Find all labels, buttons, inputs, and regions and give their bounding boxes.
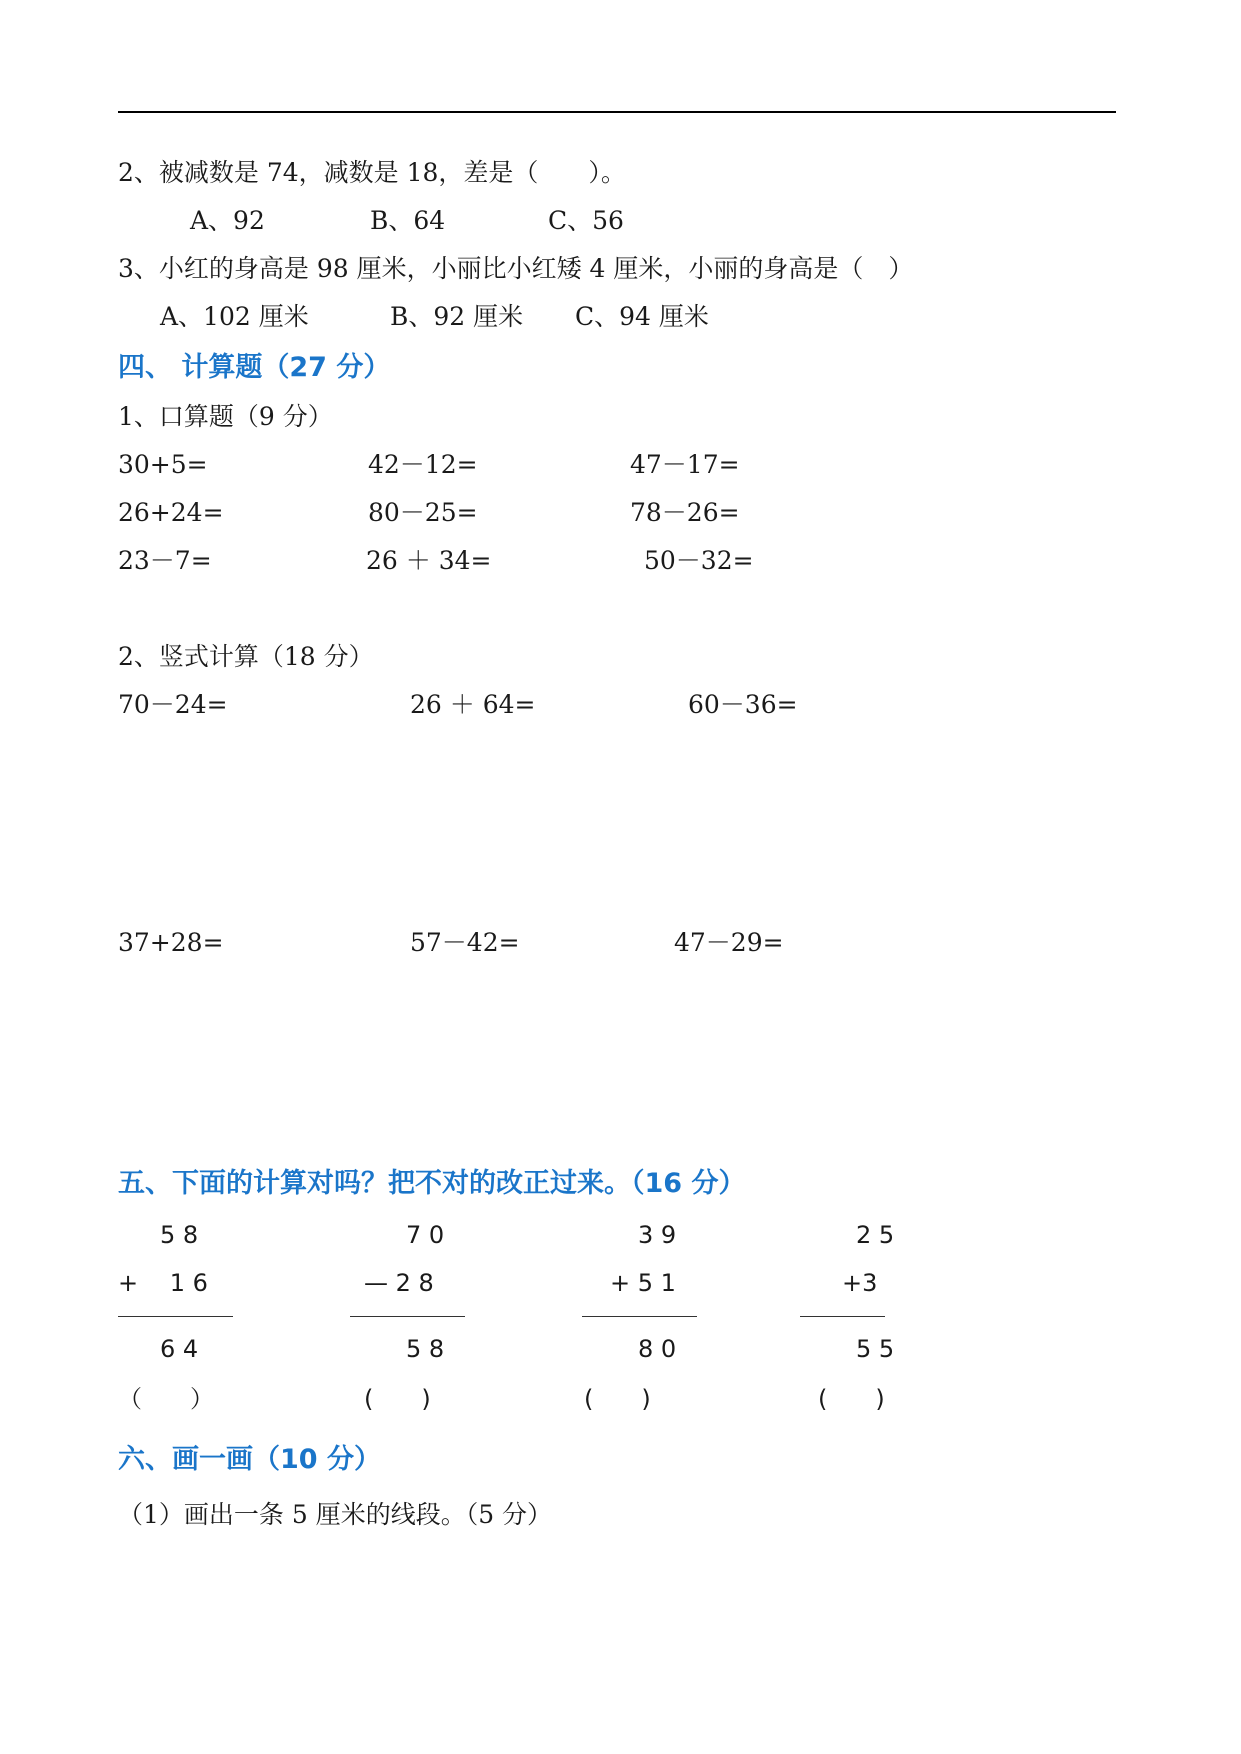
- problem-result: 5 8: [406, 1335, 445, 1363]
- problem-top-number: 2 5: [856, 1221, 895, 1249]
- oral-item: 47－17=: [630, 450, 740, 479]
- problem-result: 6 4: [160, 1335, 199, 1363]
- problem-operand: — 2 8: [364, 1269, 434, 1297]
- answer-blank[interactable]: ( ): [818, 1385, 885, 1413]
- problem-result: 8 0: [638, 1335, 677, 1363]
- option-b: B、92 厘米: [390, 302, 524, 331]
- vertical-item: 60－36=: [688, 690, 798, 719]
- sum-line: [350, 1316, 465, 1317]
- problem-operand: + 1 6: [118, 1269, 208, 1297]
- question-2: 2、被减数是 74，减数是 18，差是（ ）。: [118, 158, 626, 187]
- vertical-item: 47－29=: [674, 928, 784, 957]
- section-4-title: 四、 计算题（27 分）: [118, 352, 391, 383]
- problem-top-number: 5 8: [160, 1221, 199, 1249]
- section-5-title: 五、下面的计算对吗？把不对的改正过来。（16 分）: [118, 1168, 746, 1199]
- oral-item: 78－26=: [630, 498, 740, 527]
- option-a: A、92: [190, 206, 265, 235]
- option-b: B、64: [370, 206, 446, 235]
- oral-item: 26+24=: [118, 498, 224, 527]
- option-c: C、94 厘米: [575, 302, 709, 331]
- answer-blank[interactable]: （ ）: [118, 1385, 214, 1413]
- oral-title: 1、口算题（9 分）: [118, 402, 333, 431]
- answer-blank[interactable]: ( ): [584, 1385, 651, 1413]
- answer-blank[interactable]: ( ): [364, 1385, 431, 1413]
- oral-item: 23－7=: [118, 546, 212, 575]
- option-c: C、56: [548, 206, 624, 235]
- vertical-item: 37+28=: [118, 928, 224, 957]
- option-a: A、102 厘米: [160, 302, 309, 331]
- problem-operand: + 5 1: [610, 1269, 676, 1297]
- oral-item: 80－25=: [368, 498, 478, 527]
- oral-item: 30+5=: [118, 450, 208, 479]
- problem-top-number: 3 9: [638, 1221, 677, 1249]
- problem-result: 5 5: [856, 1335, 895, 1363]
- vertical-title: 2、竖式计算（18 分）: [118, 642, 374, 671]
- oral-item: 50－32=: [644, 546, 754, 575]
- vertical-item: 26 ＋ 64=: [410, 690, 536, 719]
- oral-item: 26 ＋ 34=: [366, 546, 492, 575]
- sum-line: [800, 1316, 885, 1317]
- sum-line: [582, 1316, 697, 1317]
- vertical-item: 70－24=: [118, 690, 228, 719]
- sum-line: [118, 1316, 233, 1317]
- oral-item: 42－12=: [368, 450, 478, 479]
- header-rule: [118, 111, 1116, 113]
- problem-operand: +3: [842, 1269, 878, 1297]
- question-3: 3、小红的身高是 98 厘米，小丽比小红矮 4 厘米，小丽的身高是（ ）: [118, 254, 914, 283]
- vertical-item: 57－42=: [410, 928, 520, 957]
- section-6-title: 六、画一画（10 分）: [118, 1444, 381, 1475]
- problem-top-number: 7 0: [406, 1221, 445, 1249]
- draw-task: （1）画出一条 5 厘米的线段。（5 分）: [118, 1500, 553, 1529]
